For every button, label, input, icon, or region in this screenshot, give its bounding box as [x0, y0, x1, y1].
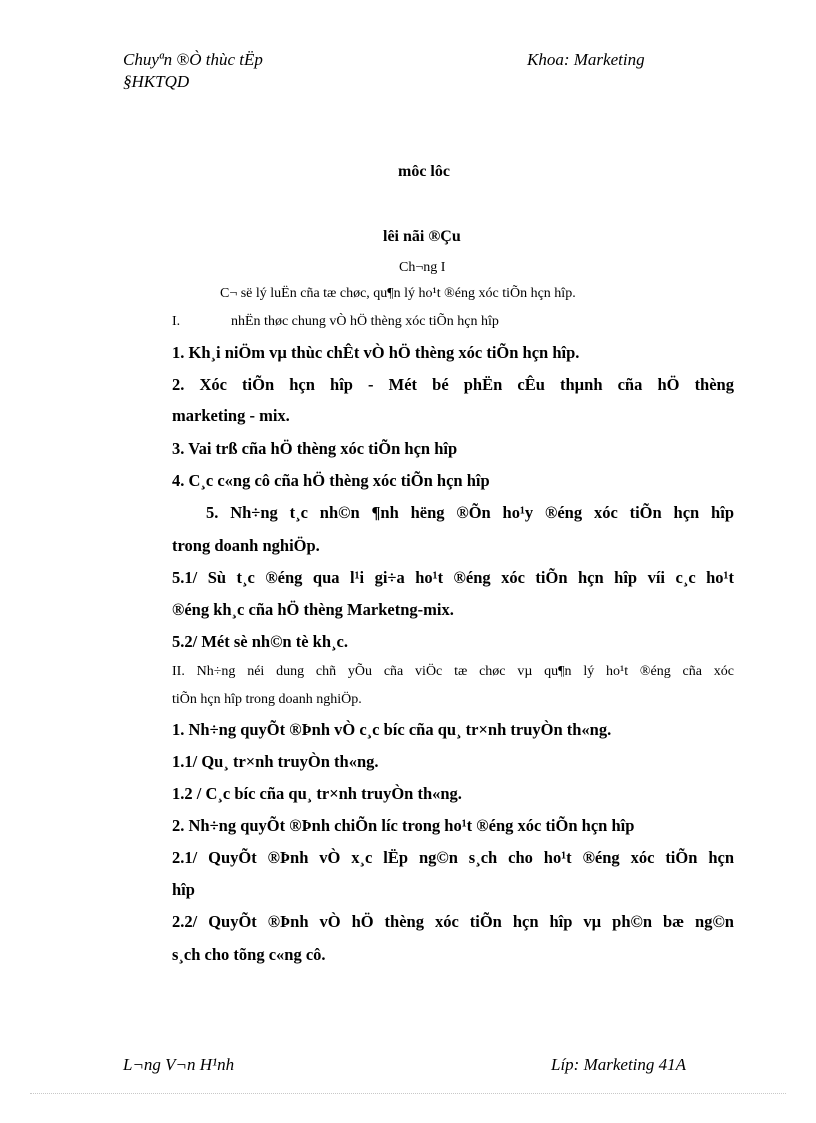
toc-s2-item-2-2-line1: 2.2/ QuyÕt ®Þnh vÒ hÖ thèng xóc tiÕn hçn hîp vµ ph©n bæ ng©n	[172, 912, 734, 931]
section2-title-line1: II. Nh÷ng néi dung chñ yÕu cña viÖc tæ chøc vµ qu¶n lý ho¹t ®éng cña xóc	[172, 664, 734, 679]
header-left-line2: §HKTQD	[123, 72, 190, 91]
toc-s2-item-1-2: 1.2 / C¸c bíc cña qu¸ tr×nh truyÒn th«ng.	[172, 784, 462, 803]
toc-item-5-2: 5.2/ Mét sè nh©n tè kh¸c.	[172, 632, 348, 651]
section2-title-line2: tiÕn hçn hîp trong doanh nghiÖp.	[172, 692, 362, 707]
toc-item-3: 3. Vai trß cña hÖ thèng xóc tiÕn hçn hîp	[172, 439, 458, 458]
toc-item-1: 1. Kh¸i niÖm vµ thùc chÊt vÒ hÖ thèng xóc tiÕn hçn hîp.	[172, 343, 580, 362]
toc-item-2-line1: 2. Xóc tiÕn hçn hîp - Mét bé phËn cÊu thµnh cña hÖ thèng	[172, 375, 734, 394]
toc-s2-item-1: 1. Nh÷ng quyÕt ®Þnh vÒ c¸c bíc cña qu¸ tr×nh truyÒn th«ng.	[172, 720, 612, 739]
page-bottom-divider	[30, 1093, 786, 1094]
chapter-title: C¬ së lý luËn cña tæ chøc, qu¶n lý ho¹t ®éng xóc tiÕn hçn hîp.	[220, 286, 576, 301]
toc-item-2-line2: marketing - mix.	[172, 406, 290, 425]
toc-s2-item-2-2-line2: s¸ch cho tõng c«ng cô.	[172, 945, 326, 964]
section1-number: I.	[172, 314, 181, 329]
footer-right: Líp: Marketing 41A	[551, 1055, 687, 1074]
toc-item-5-1-line2: ®éng kh¸c cña hÖ thèng Marketng-mix.	[172, 600, 454, 619]
toc-title: môc lôc	[398, 163, 450, 180]
chapter-label: Ch¬ng I	[399, 260, 446, 275]
section1-title: nhËn thøc chung vÒ hÖ thèng xóc tiÕn hçn hîp	[231, 314, 499, 329]
toc-item-4: 4. C¸c c«ng cô cña hÖ thèng xóc tiÕn hçn hîp	[172, 471, 490, 490]
header-left-line1: Chuyªn ®Ò thùc tËp	[123, 50, 263, 69]
toc-s2-item-1-1: 1.1/ Qu¸ tr×nh truyÒn th«ng.	[172, 752, 379, 771]
toc-item-5-line2: trong doanh nghiÖp.	[172, 536, 320, 555]
toc-item-5-line1: 5. Nh÷ng t¸c nh©n ¶nh hëng ®Õn ho¹y ®éng xóc tiÕn hçn hîp	[206, 503, 734, 522]
header-right: Khoa: Marketing	[527, 50, 645, 69]
toc-s2-item-2-1-line2: hîp	[172, 880, 195, 899]
toc-s2-item-2: 2. Nh÷ng quyÕt ®Þnh chiÕn líc trong ho¹t ®éng xóc tiÕn hçn hîp	[172, 816, 635, 835]
toc-s2-item-2-1-line1: 2.1/ QuyÕt ®Þnh vÒ x¸c lËp ng©n s¸ch cho ho¹t ®éng xóc tiÕn hçn	[172, 848, 734, 867]
toc-item-5-1-line1: 5.1/ Sù t¸c ®éng qua l¹i gi÷a ho¹t ®éng xóc tiÕn hçn hîp víi c¸c ho¹t	[172, 568, 734, 587]
footer-left: L¬ng V¬n H¹nh	[123, 1055, 235, 1074]
toc-intro: lêi nãi ®Çu	[383, 228, 461, 245]
